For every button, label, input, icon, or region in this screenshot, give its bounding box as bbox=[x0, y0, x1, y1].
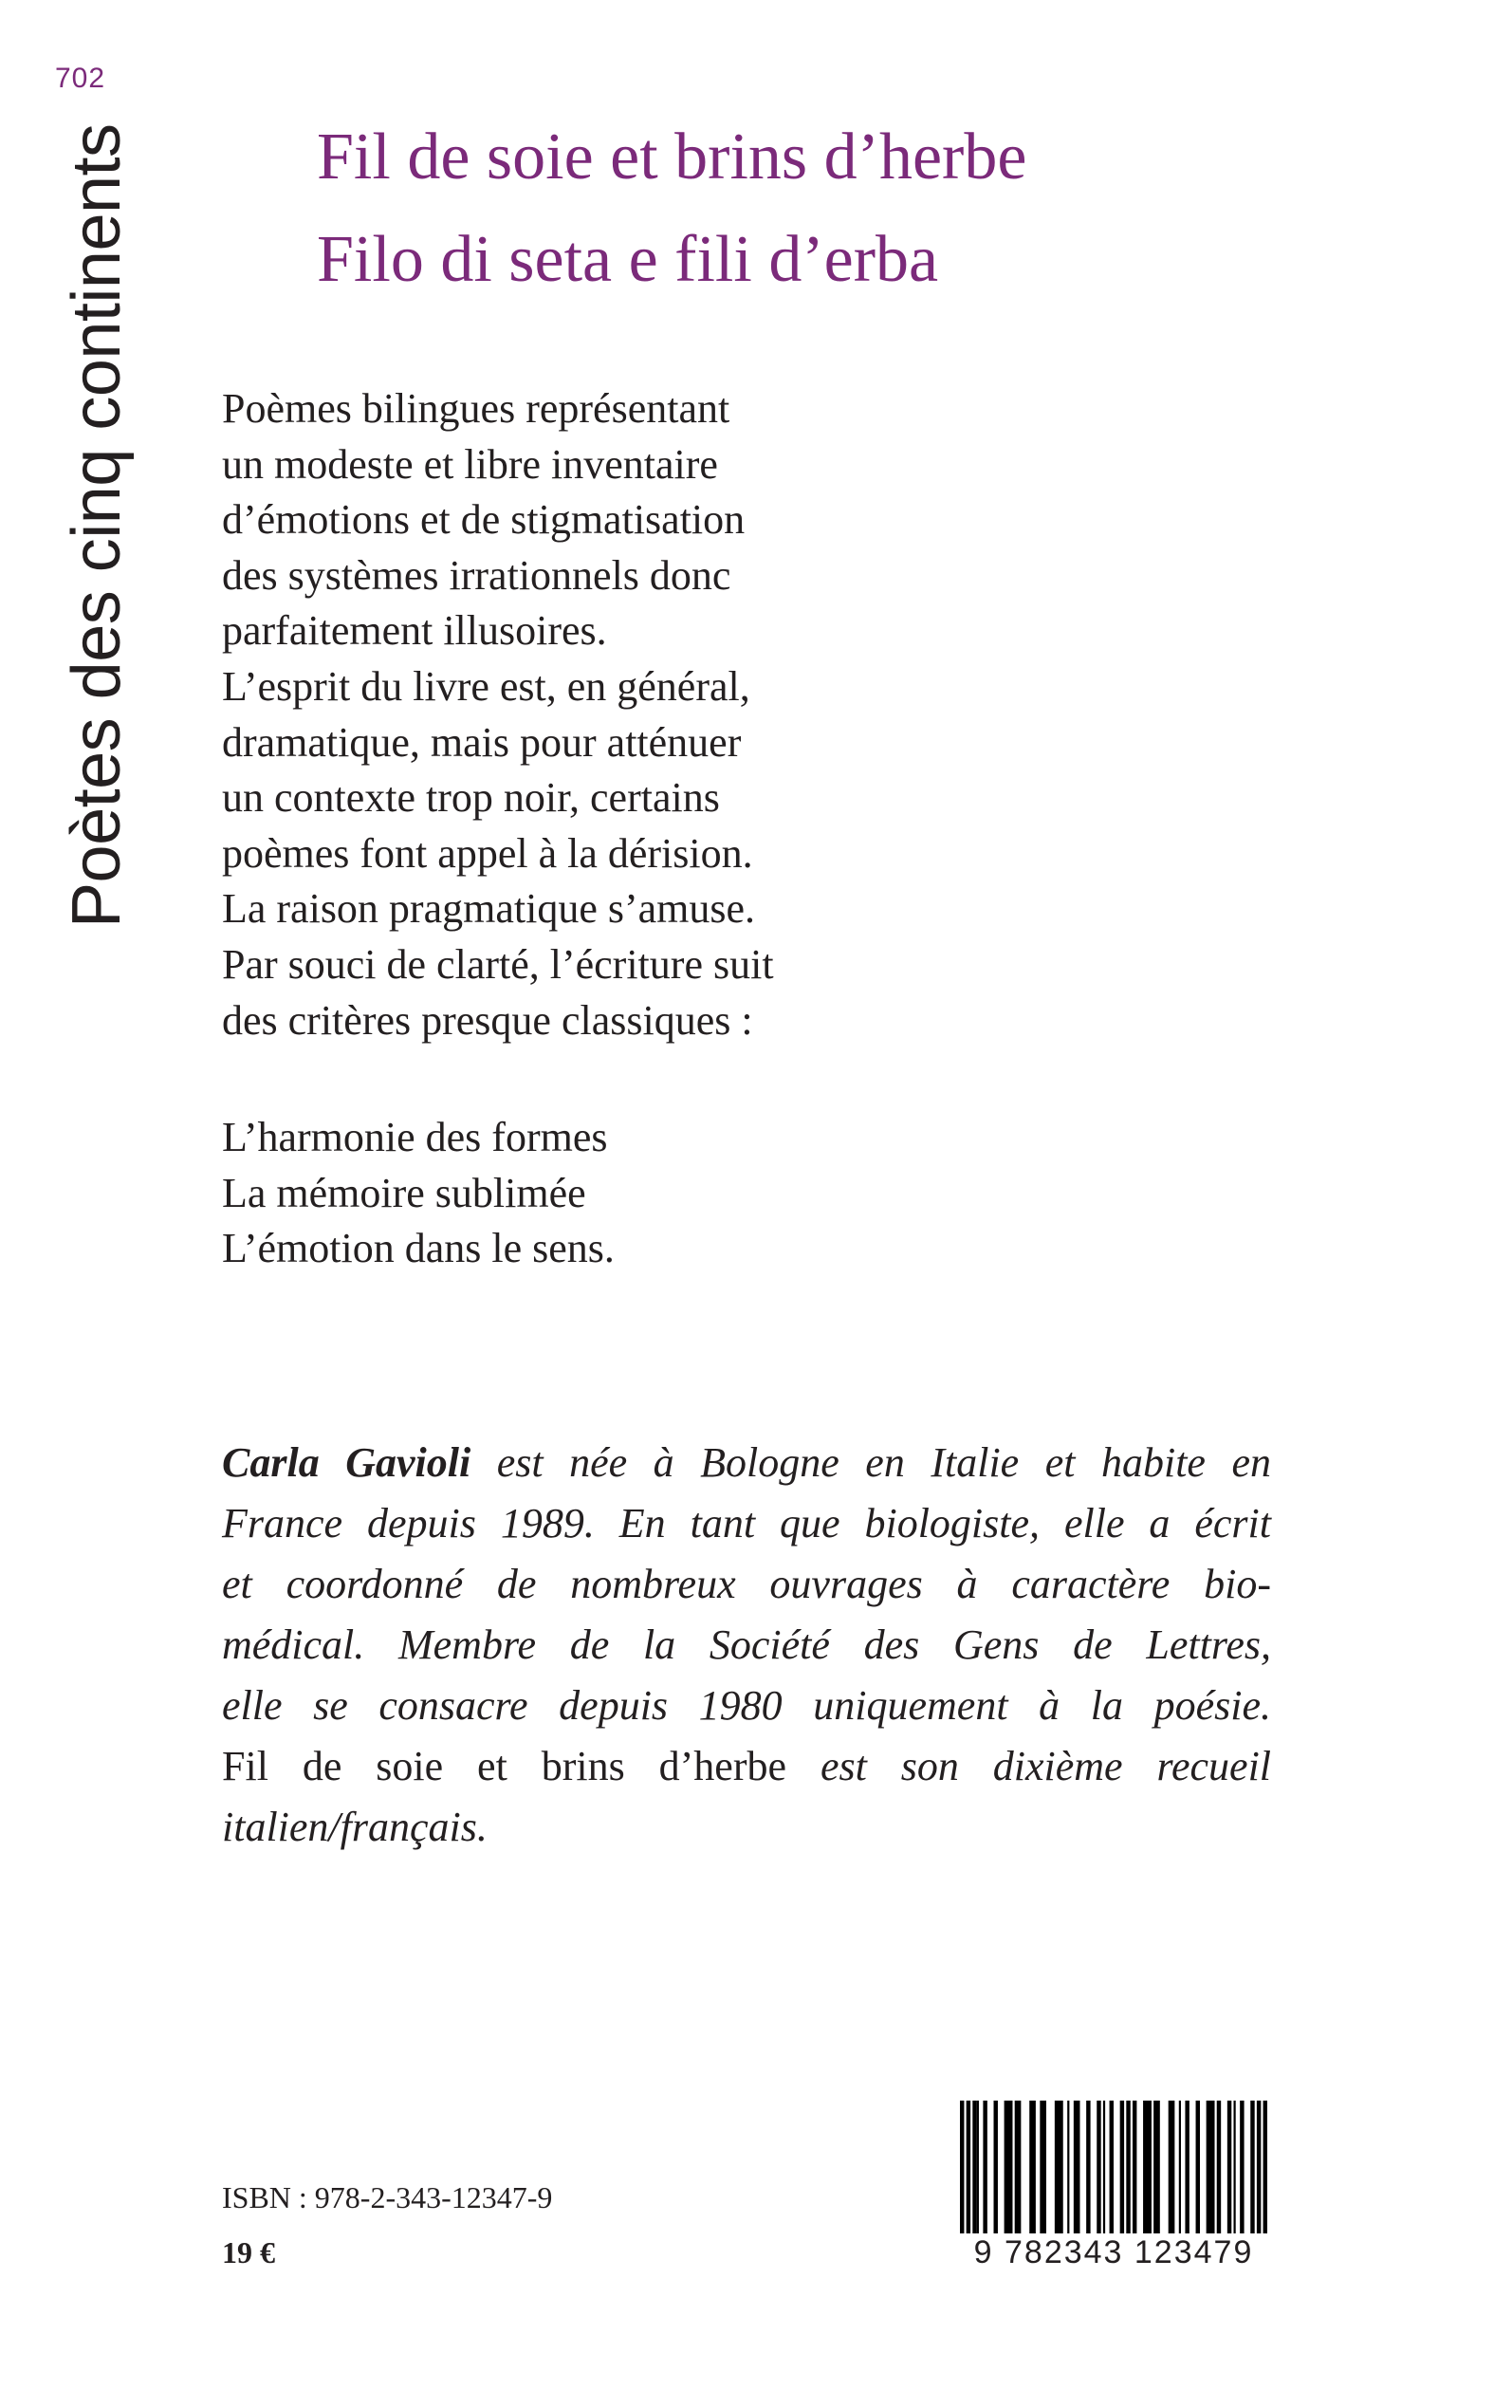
motto-line: La mémoire sublimée bbox=[222, 1169, 586, 1216]
blurb-line: un modeste et libre inventaire bbox=[222, 440, 718, 488]
series-number: 702 bbox=[55, 63, 106, 94]
bio-line bbox=[222, 1433, 1271, 1493]
blurb-line: L’esprit du livre est, en général, bbox=[222, 662, 750, 710]
bio-text: est son dixième recueil bbox=[820, 1743, 1272, 1789]
bio-text: est née à Bologne en Italie et habite en bbox=[496, 1439, 1271, 1486]
blurb-line: d’émotions et de stigmatisation bbox=[222, 496, 746, 544]
motto-line: L’émotion dans le sens. bbox=[222, 1225, 615, 1272]
book-titles bbox=[317, 106, 1360, 311]
barcode-digits: 9 782343 123479 bbox=[956, 2233, 1271, 2271]
bio-line: elle se consacre depuis 1980 uniquement à la poésie. bbox=[222, 1682, 1271, 1729]
bio-book-title: Fil de soie et brins d’herbe bbox=[222, 1743, 787, 1789]
blurb-line: dramatique, mais pour atténuer bbox=[222, 718, 742, 766]
author-bio bbox=[222, 1433, 1271, 1858]
title-french: Fil de soie et brins d’herbe bbox=[317, 120, 1027, 194]
bio-line: et coordonné de nombreux ouvrages à caractère bio- bbox=[222, 1561, 1271, 1607]
title-italian: Filo di seta e fili d’erba bbox=[317, 223, 939, 296]
blurb-motto bbox=[222, 1110, 1076, 1277]
blurb-line: des systèmes irrationnels donc bbox=[222, 551, 731, 599]
blurb-line: Poèmes bilingues représentant bbox=[222, 385, 730, 432]
price: 19 € bbox=[222, 2235, 275, 2269]
series-title: Poètes des cinq continents bbox=[59, 123, 135, 928]
blurb-line: Par souci de clarté, l’écriture suit bbox=[222, 940, 774, 988]
blurb bbox=[222, 381, 1076, 1048]
motto-line: L’harmonie des formes bbox=[222, 1114, 608, 1160]
blurb-line: poèmes font appel à la dérision. bbox=[222, 829, 753, 877]
blurb-line: des critères presque classiques : bbox=[222, 996, 753, 1044]
isbn: ISBN : 978-2-343-12347-9 bbox=[222, 2180, 553, 2214]
blurb-line: La raison pragmatique s’amuse. bbox=[222, 885, 756, 933]
bio-line: France depuis 1989. En tant que biologiste, elle a écrit bbox=[222, 1500, 1271, 1547]
blurb-line: un contexte trop noir, certains bbox=[222, 774, 720, 822]
bio-line: italien/français. bbox=[222, 1804, 488, 1850]
bio-line bbox=[222, 1736, 1271, 1797]
author-name: Carla Gavioli bbox=[222, 1439, 471, 1486]
blurb-line: parfaitement illusoires. bbox=[222, 607, 607, 655]
bio-line: médical. Membre de la Société des Gens de Lettres, bbox=[222, 1621, 1271, 1668]
